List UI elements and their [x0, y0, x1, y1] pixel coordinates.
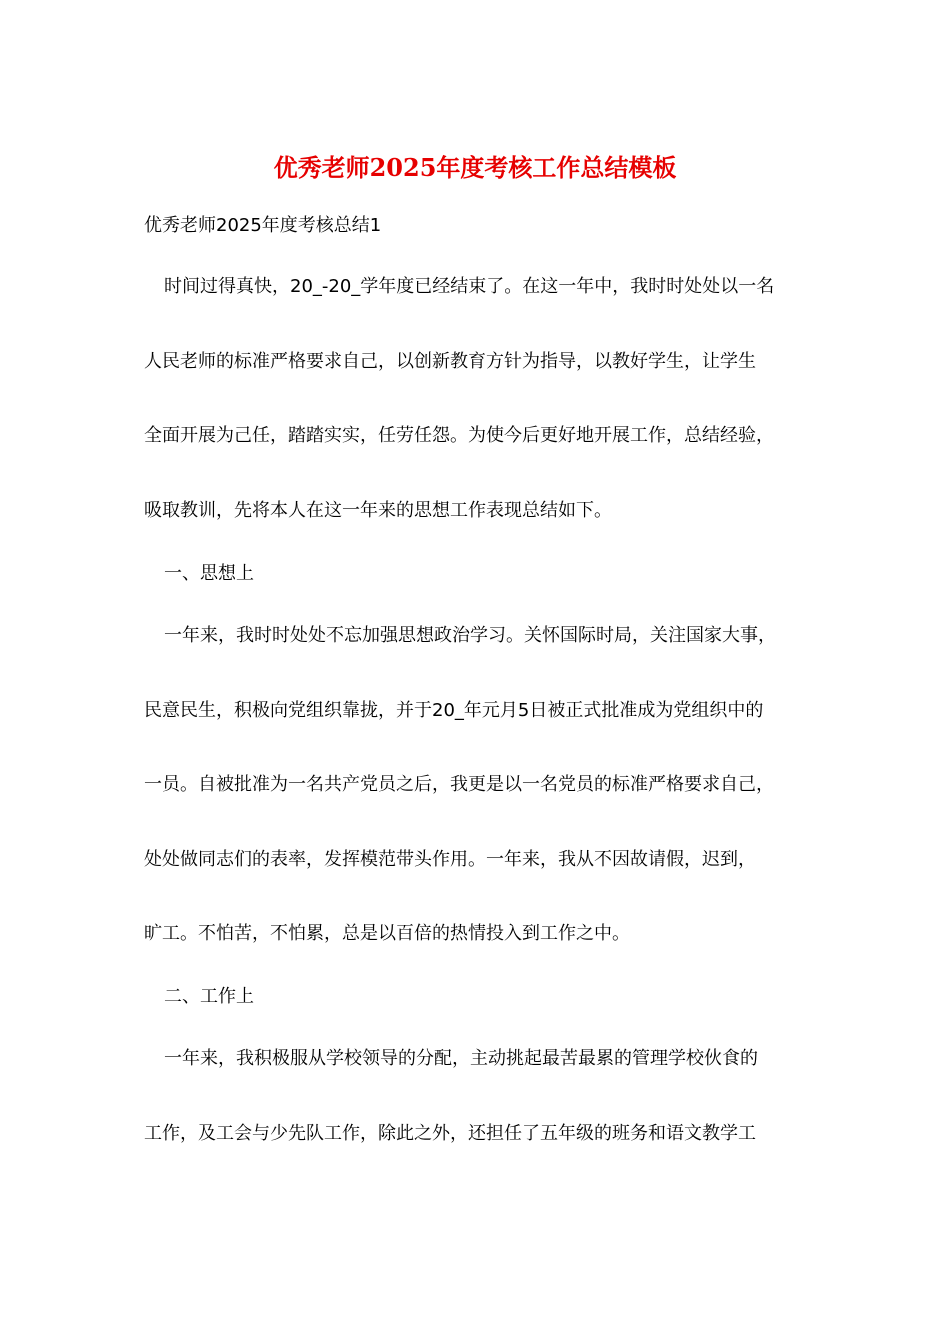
- section-heading: 一、思想上: [164, 563, 254, 584]
- section-heading: 二、工作上: [164, 986, 254, 1007]
- paragraph-line: 一员。自被批准为一名共产党员之后，我更是以一名党员的标准严格要求自己，: [144, 774, 774, 795]
- paragraph-line: 人民老师的标准严格要求自己，以创新教育方针为指导，以教好学生，让学生: [144, 351, 756, 372]
- paragraph-line: 旷工。不怕苦，不怕累，总是以百倍的热情投入到工作之中。: [144, 923, 630, 944]
- paragraph-line: 一年来，我积极服从学校领导的分配，主动挑起最苦最累的管理学校伙食的: [164, 1048, 758, 1069]
- paragraph-line: 处处做同志们的表率，发挥模范带头作用。一年来，我从不因故请假，迟到，: [144, 849, 756, 870]
- paragraph-line: 全面开展为己任，踏踏实实，任劳任怨。为使今后更好地开展工作，总结经验，: [144, 425, 774, 446]
- paragraph-line: 一年来，我时时处处不忘加强思想政治学习。关怀国际时局，关注国家大事，: [164, 625, 776, 646]
- paragraph-line: 民意民生，积极向党组织靠拢，并于20_年元月5日被正式批准成为党组织中的: [144, 700, 764, 721]
- paragraph-line: 工作，及工会与少先队工作，除此之外，还担任了五年级的班务和语文教学工: [144, 1123, 756, 1144]
- paragraph-line: 吸取教训，先将本人在这一年来的思想工作表现总结如下。: [144, 500, 612, 521]
- paragraph-line: 时间过得真快，20_-20_学年度已经结束了。在这一年中，我时时处处以一名: [164, 276, 775, 297]
- document-title: 优秀老师2025年度考核工作总结模板: [273, 153, 677, 182]
- section-subtitle: 优秀老师2025年度考核总结1: [144, 215, 382, 236]
